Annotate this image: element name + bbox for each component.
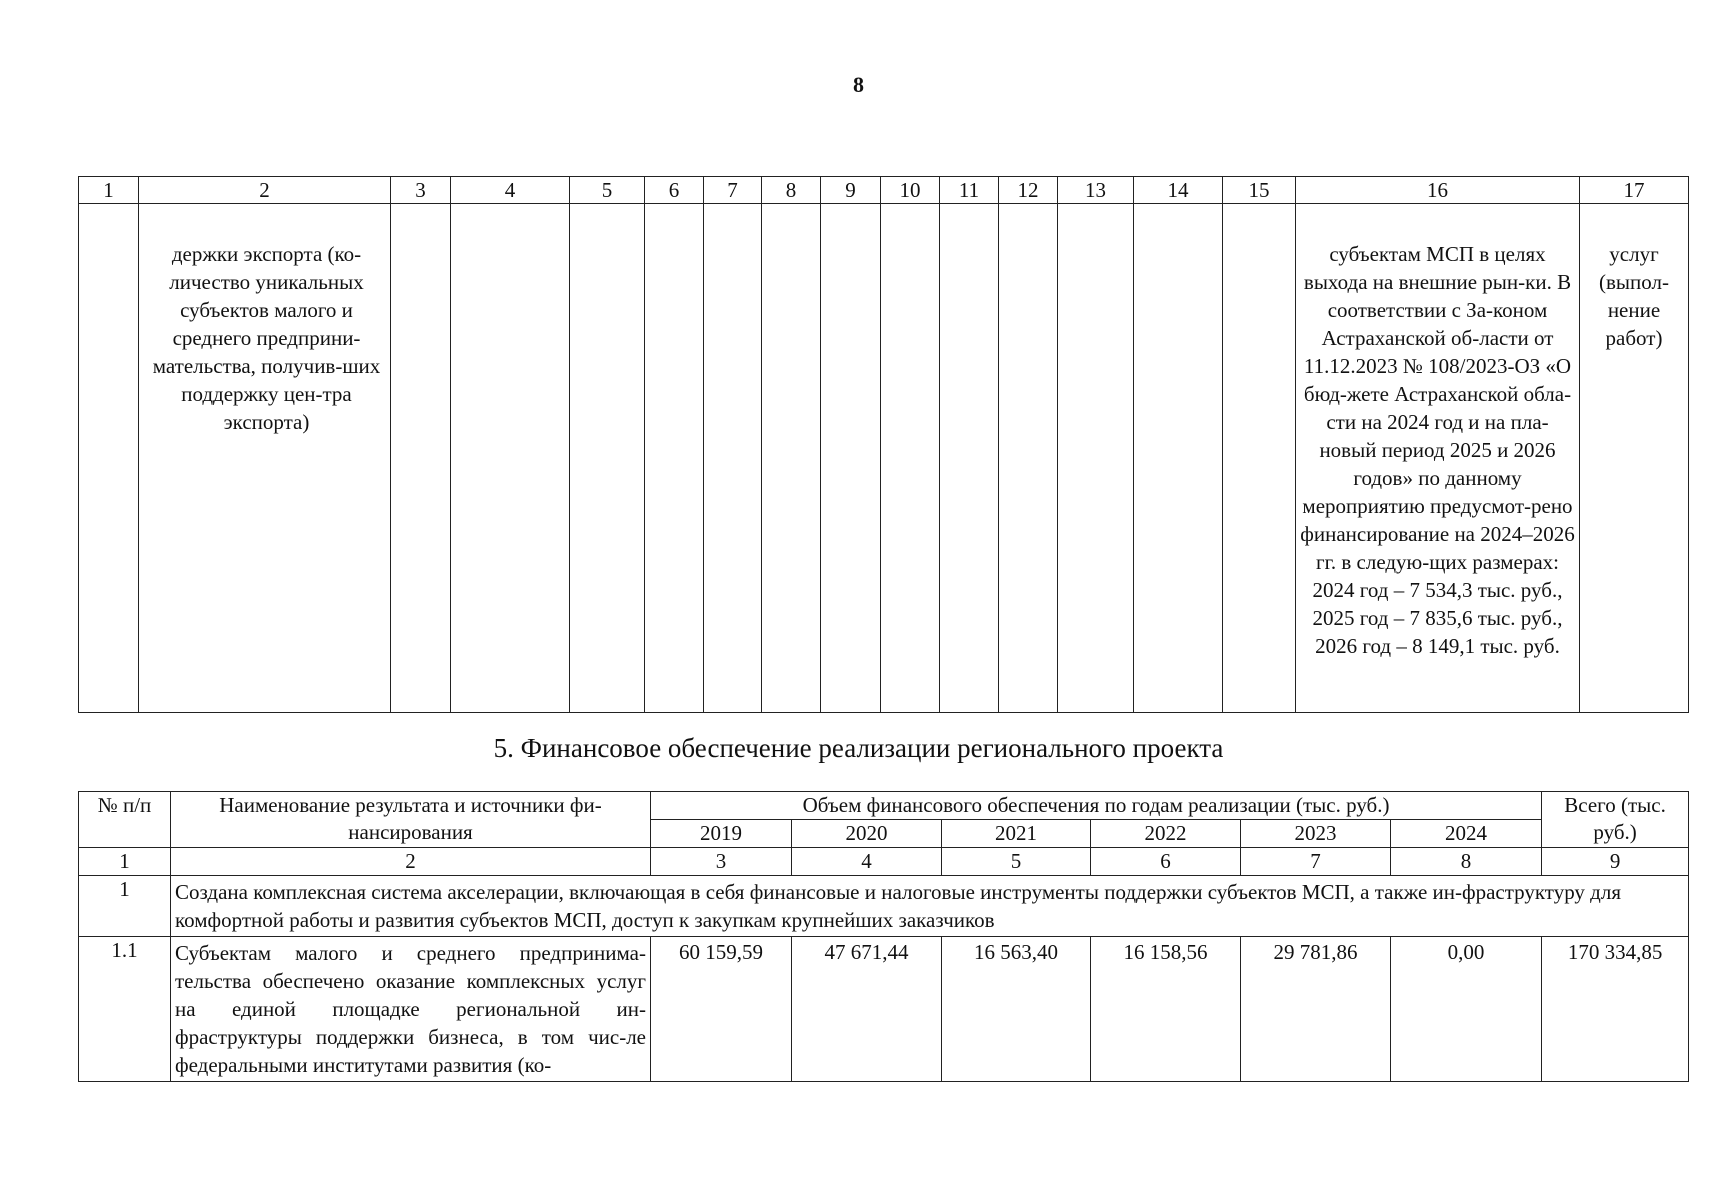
header-row xyxy=(79,792,1689,820)
table-row xyxy=(79,937,1689,1082)
column-number: 15 xyxy=(1223,177,1296,204)
column-number: 12 xyxy=(999,177,1058,204)
table-cell xyxy=(881,204,940,713)
value-2021: 16 563,40 xyxy=(942,937,1091,1082)
column-number: 5 xyxy=(570,177,645,204)
row-number: 1 xyxy=(79,876,171,937)
row-number: 1.1 xyxy=(79,937,171,1082)
value-total: 170 334,85 xyxy=(1542,937,1689,1082)
year-header: 2022 xyxy=(1091,820,1241,848)
year-header: 2023 xyxy=(1241,820,1391,848)
column-number: 11 xyxy=(940,177,999,204)
table-cell xyxy=(451,204,570,713)
table-row xyxy=(79,876,1689,937)
column-number: 13 xyxy=(1058,177,1134,204)
type-text: услуг (выпол-нение работ) xyxy=(1599,242,1669,350)
table-cell xyxy=(391,204,451,713)
column-number: 9 xyxy=(1542,848,1689,876)
result-description: Субъектам малого и среднего предпринима-тельства обеспечено оказание комплексных услуг на единой площадке региональной ин-фраструктуры поддержки бизнеса, в том чис-ле федеральными институтами развития (ко- xyxy=(171,937,651,1082)
year-header: 2019 xyxy=(651,820,792,848)
value-2019: 60 159,59 xyxy=(651,937,792,1082)
column-number: 3 xyxy=(391,177,451,204)
comment-text: субъектам МСП в целях выхода на внешние рын-ки. В соответствии с За-коном Астраханской об-ласти от 11.12.2023 № 108/2023-ОЗ «О бюд-жете Астраханской обла-сти на 2024 год и на пла-новый период 2025 и 2026 годов» по данному мероприятию предусмот-рено финансирование на 2024–2026 гг. в следую-щих размерах: 2024 год – 7 534,3 тыс. руб., 2025 год – 7 835,6 тыс. руб., 2026 год – 8 149,1 тыс. руб. xyxy=(1300,242,1575,658)
column-number: 4 xyxy=(451,177,570,204)
table-cell xyxy=(940,204,999,713)
column-number: 16 xyxy=(1296,177,1580,204)
section-title: 5. Финансовое обеспечение реализации регионального проекта xyxy=(493,733,1224,763)
table-cell xyxy=(139,204,391,713)
table-cell xyxy=(1058,204,1134,713)
table-cell xyxy=(570,204,645,713)
column-number-row xyxy=(79,848,1689,876)
column-number: 6 xyxy=(645,177,704,204)
column-number: 7 xyxy=(1241,848,1391,876)
page-number: 8 xyxy=(853,72,864,97)
table-cell xyxy=(1223,204,1296,713)
column-number: 4 xyxy=(792,848,942,876)
column-number: 7 xyxy=(704,177,762,204)
year-header: 2020 xyxy=(792,820,942,848)
table-cell xyxy=(1296,204,1580,713)
result-description: держки экспорта (ко-личество уникальных субъектов малого и среднего предприни-мательства, получив-ших поддержку цен-тра экспорта) xyxy=(152,242,381,434)
column-number: 5 xyxy=(942,848,1091,876)
header-name: Наименование результата и источники фи-нансирования xyxy=(171,792,651,848)
continuation-table xyxy=(78,176,1689,713)
header-volume: Объем финансового обеспечения по годам реализации (тыс. руб.) xyxy=(651,792,1542,820)
column-number: 1 xyxy=(79,848,171,876)
column-number-row xyxy=(79,177,1689,204)
financing-table xyxy=(78,791,1689,1082)
column-number: 6 xyxy=(1091,848,1241,876)
column-number: 10 xyxy=(881,177,940,204)
column-number: 14 xyxy=(1134,177,1223,204)
table-cell xyxy=(1580,204,1689,713)
column-number: 1 xyxy=(79,177,139,204)
table-cell xyxy=(704,204,762,713)
value-2020: 47 671,44 xyxy=(792,937,942,1082)
table-cell xyxy=(821,204,881,713)
header-total: Всего (тыс. руб.) xyxy=(1542,792,1689,848)
table-cell xyxy=(762,204,821,713)
table-cell xyxy=(645,204,704,713)
header-no: № п/п xyxy=(79,792,171,848)
value-2023: 29 781,86 xyxy=(1241,937,1391,1082)
column-number: 8 xyxy=(1391,848,1542,876)
column-number: 2 xyxy=(171,848,651,876)
column-number: 9 xyxy=(821,177,881,204)
table-cell xyxy=(79,204,139,713)
column-number: 8 xyxy=(762,177,821,204)
table-row xyxy=(79,204,1689,713)
column-number: 3 xyxy=(651,848,792,876)
table-cell xyxy=(999,204,1058,713)
column-number: 2 xyxy=(139,177,391,204)
year-header: 2024 xyxy=(1391,820,1542,848)
value-2022: 16 158,56 xyxy=(1091,937,1241,1082)
column-number: 17 xyxy=(1580,177,1689,204)
table-cell xyxy=(1134,204,1223,713)
value-2024: 0,00 xyxy=(1391,937,1542,1082)
result-title: Создана комплексная система акселерации, включающая в себя финансовые и налоговые инструменты поддержки субъектов МСП, а также ин-фраструктуру для комфортной работы и развития субъектов МСП, доступ к закупкам крупнейших заказчиков xyxy=(171,876,1689,937)
year-header: 2021 xyxy=(942,820,1091,848)
